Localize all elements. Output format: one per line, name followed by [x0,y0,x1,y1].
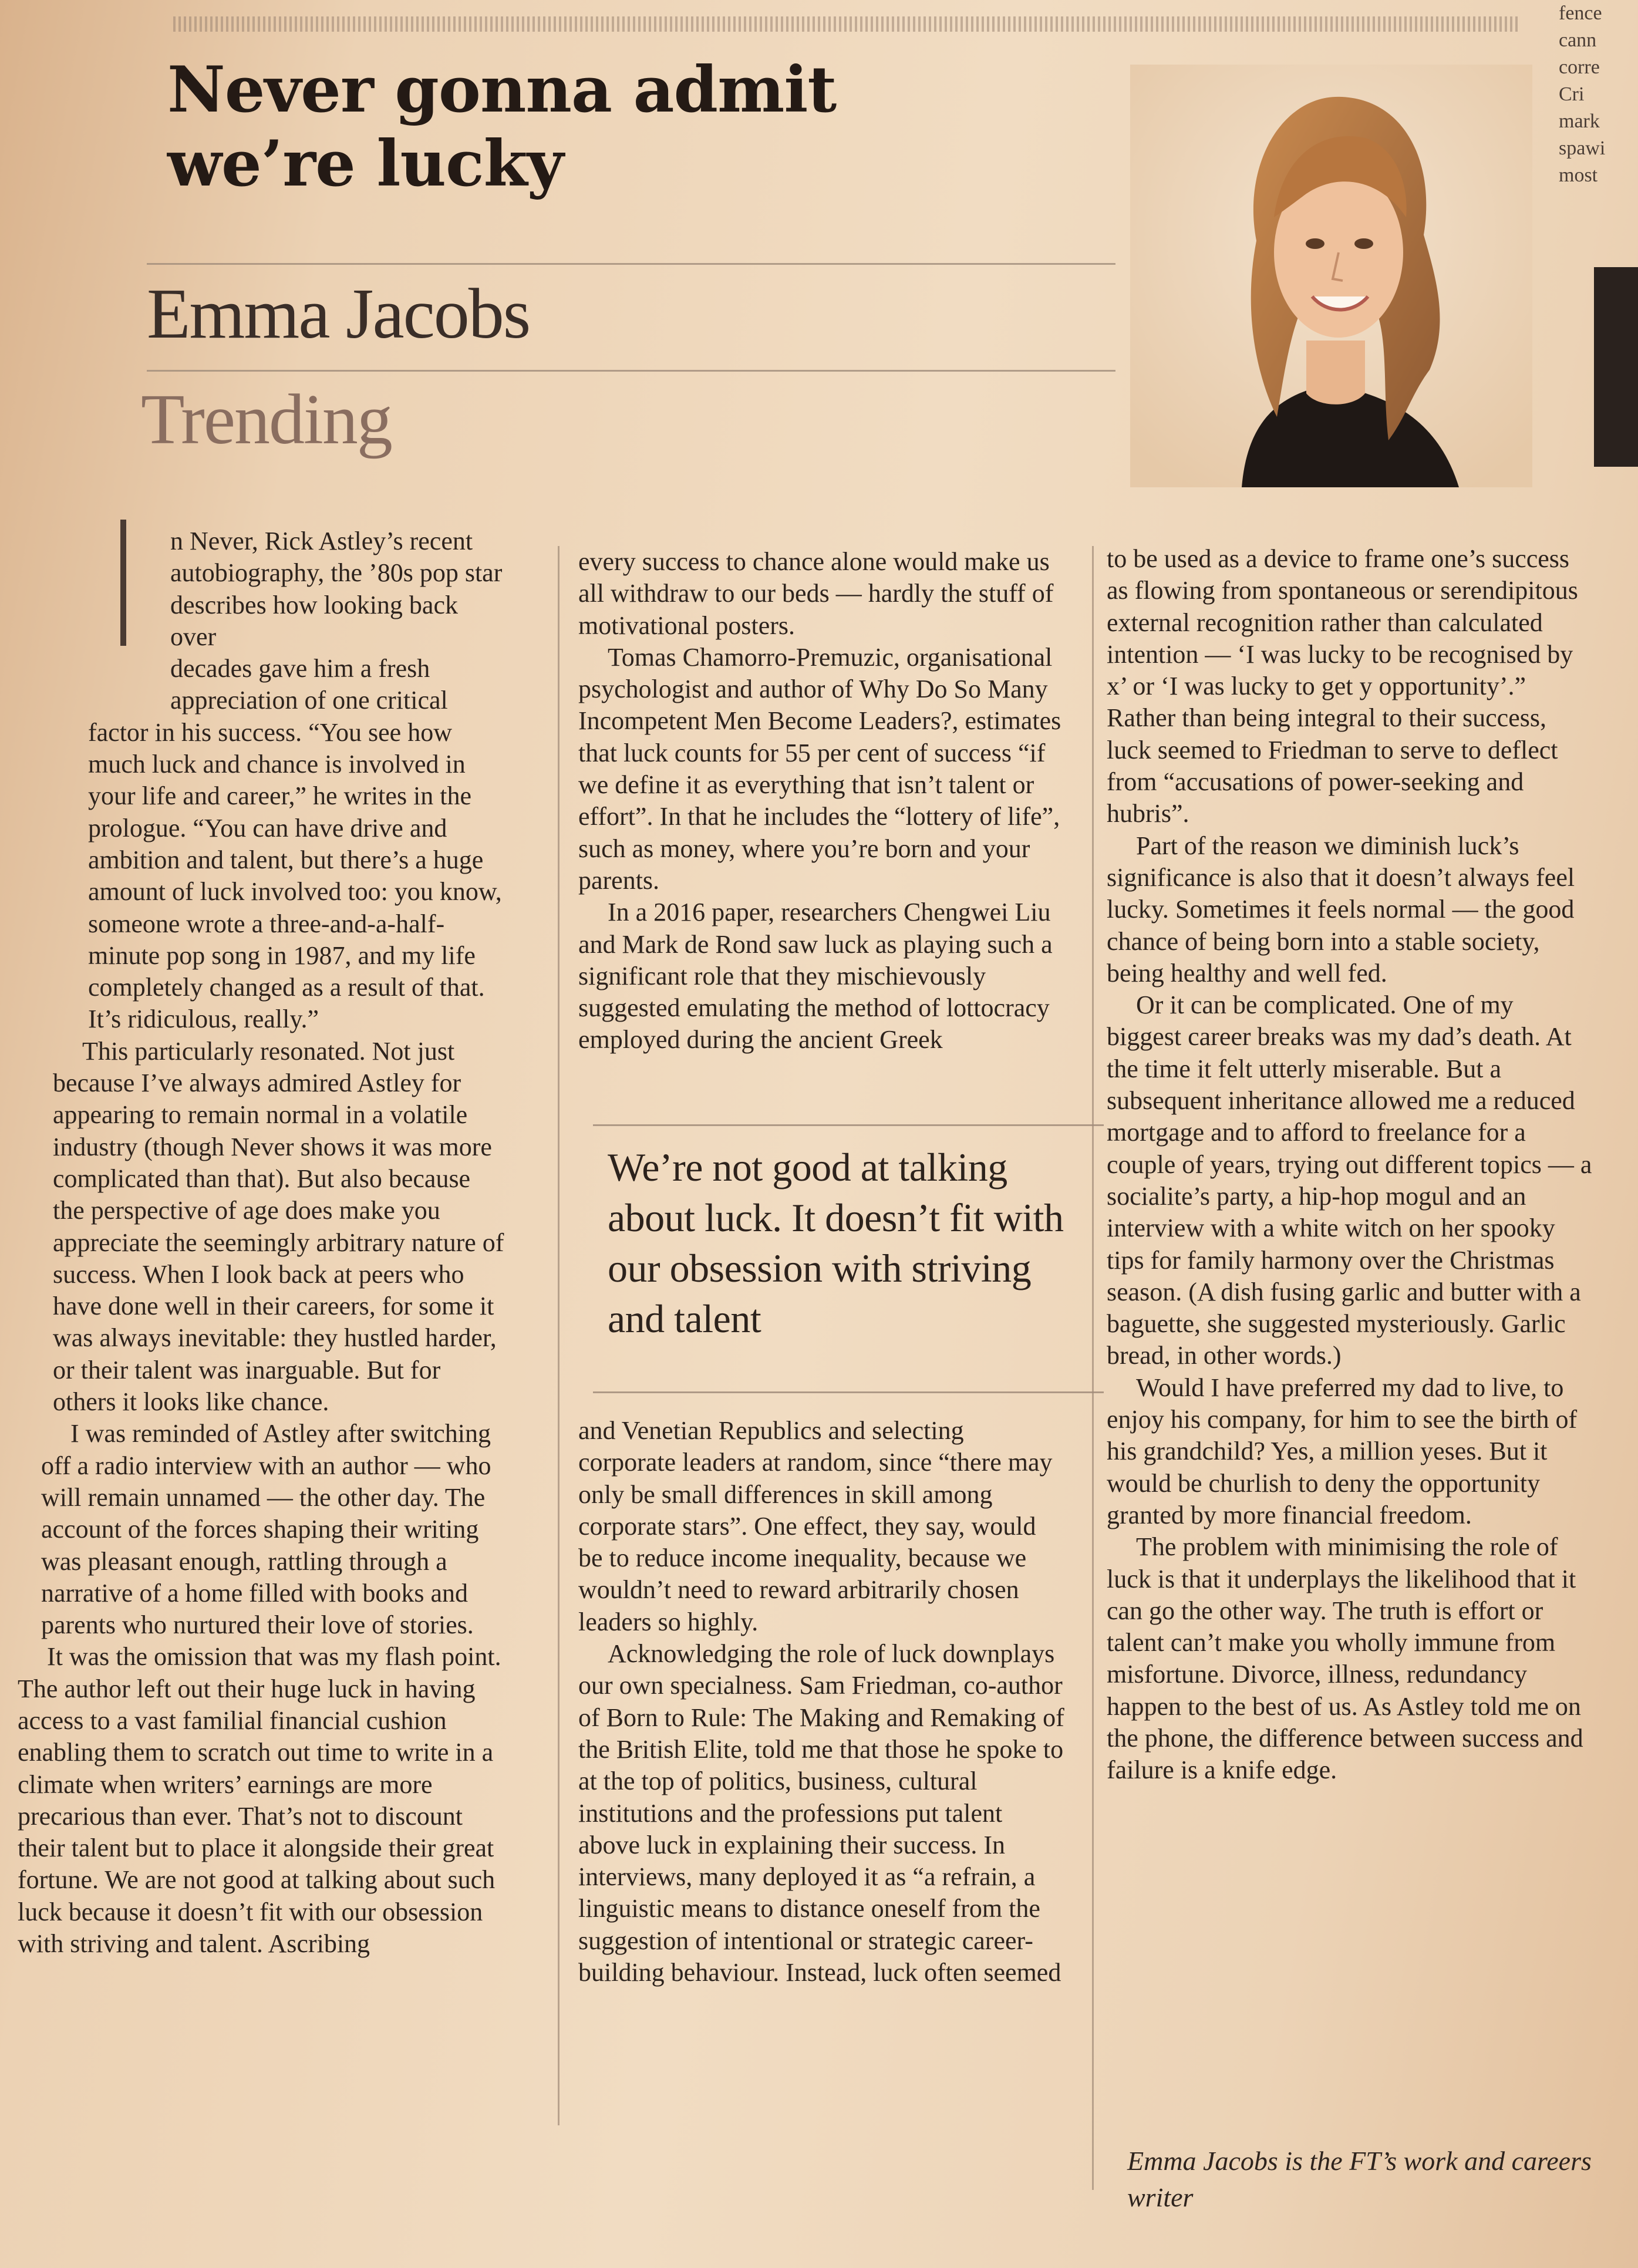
paragraph: Part of the reason we diminish luck’s significance is also that it doesn’t always feel lucky. Sometimes it feels normal — the good chance of being born into a stable society, being healthy and well fed. [1107,831,1575,988]
column-2-top [578,546,1066,1056]
paragraph: Or it can be complicated. One of my biggest career breaks was my dad’s death. At the time it felt utterly miserable. But a subsequent inheritance allowed me a reduced mortgage and to afford to freelance for a couple of years, trying out different topics — a socialite’s party, a hip-hop mogul and an interview with a white witch on her spooky tips for family harmony over the Christmas season. (A dish fusing garlic and butter with a baguette, she suggested mysteriously. Garlic bread, in other words.) [1107,990,1592,1370]
pullquote-rule-bottom [593,1391,1104,1393]
pullquote-rule-top [593,1124,1104,1126]
paragraph: Tomas Chamorro-Premuzic, organisational psychologist and author of Why Do So Many Incompetent Men Become Leaders?, estimates that luck counts for 55 per cent of success “if we define it as everything that isn’t talent or effort”. In that he includes the “lottery of life”, such as money, where you’re born and your parents. [578,642,1061,895]
paragraph: Would I have preferred my dad to live, to enjoy his company, for him to see the birth of his grandchild? Yes, a million yeses. But it would be churlish to deny the opportunity granted by more financial freedom. [1107,1373,1578,1529]
paragraph: This particularly resonated. Not just because I’ve always admired Astley for appearing to remain normal in a volatile industry (though Never shows it was more complicated than that). But also because the perspective of age does make you appreciate the seemingly arbitrary nature of success. When I look back at peers who have done well in their careers, for some it was always inevitable: they hustled harder, or their talent was inarguable. But for others it looks like chance. [53,1036,504,1417]
top-dotted-rule [173,16,1518,32]
paragraph: every success to chance alone would make us all withdraw to our beds — hardly the stuff of motivational posters. [578,547,1054,640]
headline-line-1: Never gonna admit [167,53,837,127]
section-label: Trending [141,380,392,459]
author-photo [1130,65,1532,487]
edge-line: mark [1559,110,1600,132]
headline-line-2: we’re lucky [167,127,564,201]
edge-line: spawi [1559,137,1606,159]
paragraph: The problem with minimising the role of luck is that it underplays the likelihood that it can go the other way. The truth is effort or talent can’t make you wholly immune from misfortune. Divorce, illness, redundancy happen to the best of us. As Astley told me on the phone, the difference between success and failure is a knife edge. [1107,1532,1583,1785]
adjacent-column-fragment [1559,0,1638,211]
pullquote: We’re not good at talking about luck. It doesn’t fit with our obsession with striving and talent [608,1145,1064,1341]
column-2-bottom [578,1415,1066,1989]
paragraph: to be used as a device to frame one’s success as flowing from spontaneous or serendipitous external recognition rather than calculated intention — ‘I was lucky to be recognised by x’ or ‘I was lucky to get y opportunity’.” Rather than being integral to their success, luck seemed to Friedman to serve to deflect from “accusations of power-seeking and hubris”. [1107,544,1578,828]
byline: Emma Jacobs [147,274,530,353]
lead-line: autobiography, the ’80s pop star [170,558,503,588]
lead-line: decades gave him a fresh [170,654,430,683]
author-portrait-image [1130,65,1532,487]
edge-line: fence [1559,2,1602,24]
author-tagline: Emma Jacobs is the FT’s work and careers writer [1127,2146,1592,2212]
paragraph: factor in his success. “You see how much luck and chance is involved in your life and career,” he writes in the prologue. “You can have drive and ambition and talent, but there’s a huge amount of luck involved too: you know, someone wrote a three-and-a-half-minute pop song in 1987, and my life completely changed as a result of that. It’s ridiculous, really.” [88,717,502,1034]
adjacent-photo-fragment [1594,267,1638,467]
rule-above-byline [147,263,1115,265]
column-3 [1107,543,1594,1787]
paragraph: and Venetian Republics and selecting corporate leaders at random, since “there may only be small differences in skill among corporate stars”. One effect, they say, would be to reduce income inequality, because we wouldn’t need to reward arbitrarily chosen leaders so highly. [578,1416,1053,1636]
column-divider-1 [558,546,560,2125]
lead-line: n Never, Rick Astley’s recent [170,527,473,555]
column-divider-2 [1092,546,1094,2190]
lead-line: appreciation of one critical [170,686,448,715]
edge-line: most [1559,164,1598,186]
column-1 [18,525,505,2234]
edge-line: Cri [1559,83,1585,105]
headline [167,53,1107,201]
paragraph: In a 2016 paper, researchers Chengwei Liu and Mark de Rond saw luck as playing such a significant role that they mischievously suggested emulating the method of lottocracy employed during the ancient Greek [578,898,1053,1054]
paragraph: Acknowledging the role of luck downplays our own specialness. Sam Friedman, co-author of Born to Rule: The Making and Remaking of the British Elite, told me that those he spoke to at the top of politics, business, cultural institutions and the professions put talent above luck in explaining their success. In interviews, many deployed it as “a refrain, a linguistic means to distance oneself from the suggestion of intentional or strategic career-building behaviour. Instead, luck often seemed [578,1639,1064,1987]
paragraph: It was the omission that was my flash point. The author left out their huge luck in having access to a vast familial financial cushion enabling them to scratch out time to write in a climate when writers’ earnings are more precarious than ever. That’s not to discount their talent but to place it alongside their great fortune. We are not good at talking about such luck because it doesn’t fit with our obsession with striving and talent. Ascribing [18,1642,501,1959]
edge-line: cann [1559,29,1597,51]
rule-above-section [147,370,1115,372]
paragraph: I was reminded of Astley after switching off a radio interview with an author — who will remain unnamed — the other day. The account of the forces shaping their writing was pleasant enough, rattling through a narrative of a home filled with books and parents who nurtured their love of stories. [41,1419,491,1640]
edge-line: corre [1559,56,1600,78]
lead-line: describes how looking back over [170,590,458,651]
